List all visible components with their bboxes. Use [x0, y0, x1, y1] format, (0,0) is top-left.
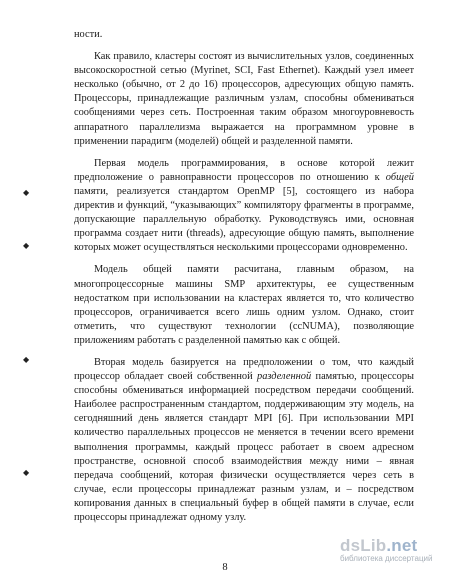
- lead-fragment: ности.: [74, 29, 103, 40]
- paragraph-3: Модель общей памяти расчитана, главным образом, на многопроцессорные машины SMP архитектуры, ее существенным недостатком при использовании на кластерах является то, что количество процессоров, ограничивается всего лишь одним узлом. Однако, стоит отметить, что существуют технологии (ccNUMA), позволяющие приложениям работать с разделенной памятью как с общей.: [74, 264, 414, 346]
- margin-mark: ◆: [23, 468, 30, 477]
- watermark-caption: библиотека диссертаций: [340, 554, 433, 563]
- paragraph-4: Вторая модель базируется на предположении о том, что каждый процессор обладает своей собственной разделенной памятью, процессоры способны обмениваться информацией посредством передачи сообщений. Наиболее распространенным стандартом, поддерживающим эту модель, на сегодняшний день является стандарт MPI [6]. При использовании MPI количество параллельных процессов не меняется в течении всего времени выполнения программы, каждый процесс работает в своем адресном пространстве, основной способ взаимодействия между ними – явная передача сообщений, которая физически осуществляется через сеть в случае, если процессоры принадлежат разным узлам, и – посредством копирования данных в специальный буфер в общей памяти в случае, если процессоры принадлежат одному узлу.: [74, 356, 415, 523]
- watermark: [340, 536, 432, 563]
- emphasis-text: разделенной: [257, 371, 312, 383]
- margin-mark: ◆: [23, 241, 30, 250]
- watermark-logo: [340, 536, 432, 556]
- page-number: 8: [222, 562, 228, 573]
- document-body: [74, 28, 414, 525]
- watermark-logo-tld: .net: [386, 536, 418, 555]
- paragraph-2: Первая модель программирования, в основе которой лежит предположение о равноправности процессоров по отношению к общей памяти, реализуется стандартом OpenMP [5], состоящего из набора директив и функций, “указывающих” компилятору фрагменты в программе, допускающие параллельную обработку. Руководствуясь ими, основная программа создает нити (threads), адресующие общую память, выполнение которых может осуществляться несколькими процессорами одновременно.: [74, 157, 414, 254]
- watermark-logo-main: dsLib: [340, 536, 387, 555]
- emphasis-text: общей: [385, 171, 414, 183]
- margin-mark: ◆: [23, 188, 30, 197]
- paragraph-1: Как правило, кластеры состоят из вычислительных узлов, соединенных высокоскоростной сетью (Myrinet, SCI, Fast Ethernet). Каждый узел имеет несколько (обычно, от 2 до 16) процессоров, адресующих общую память. Процессоры, принадлежащие различным узлам, способны обмениваться сообщениями через сеть. Построенная таким образом многоуровневость аппаратного параллелизма выражается на программном уровне в применении парадигм (моделей) общей и разделенной памяти.: [74, 51, 414, 147]
- margin-mark: ◆: [23, 355, 30, 364]
